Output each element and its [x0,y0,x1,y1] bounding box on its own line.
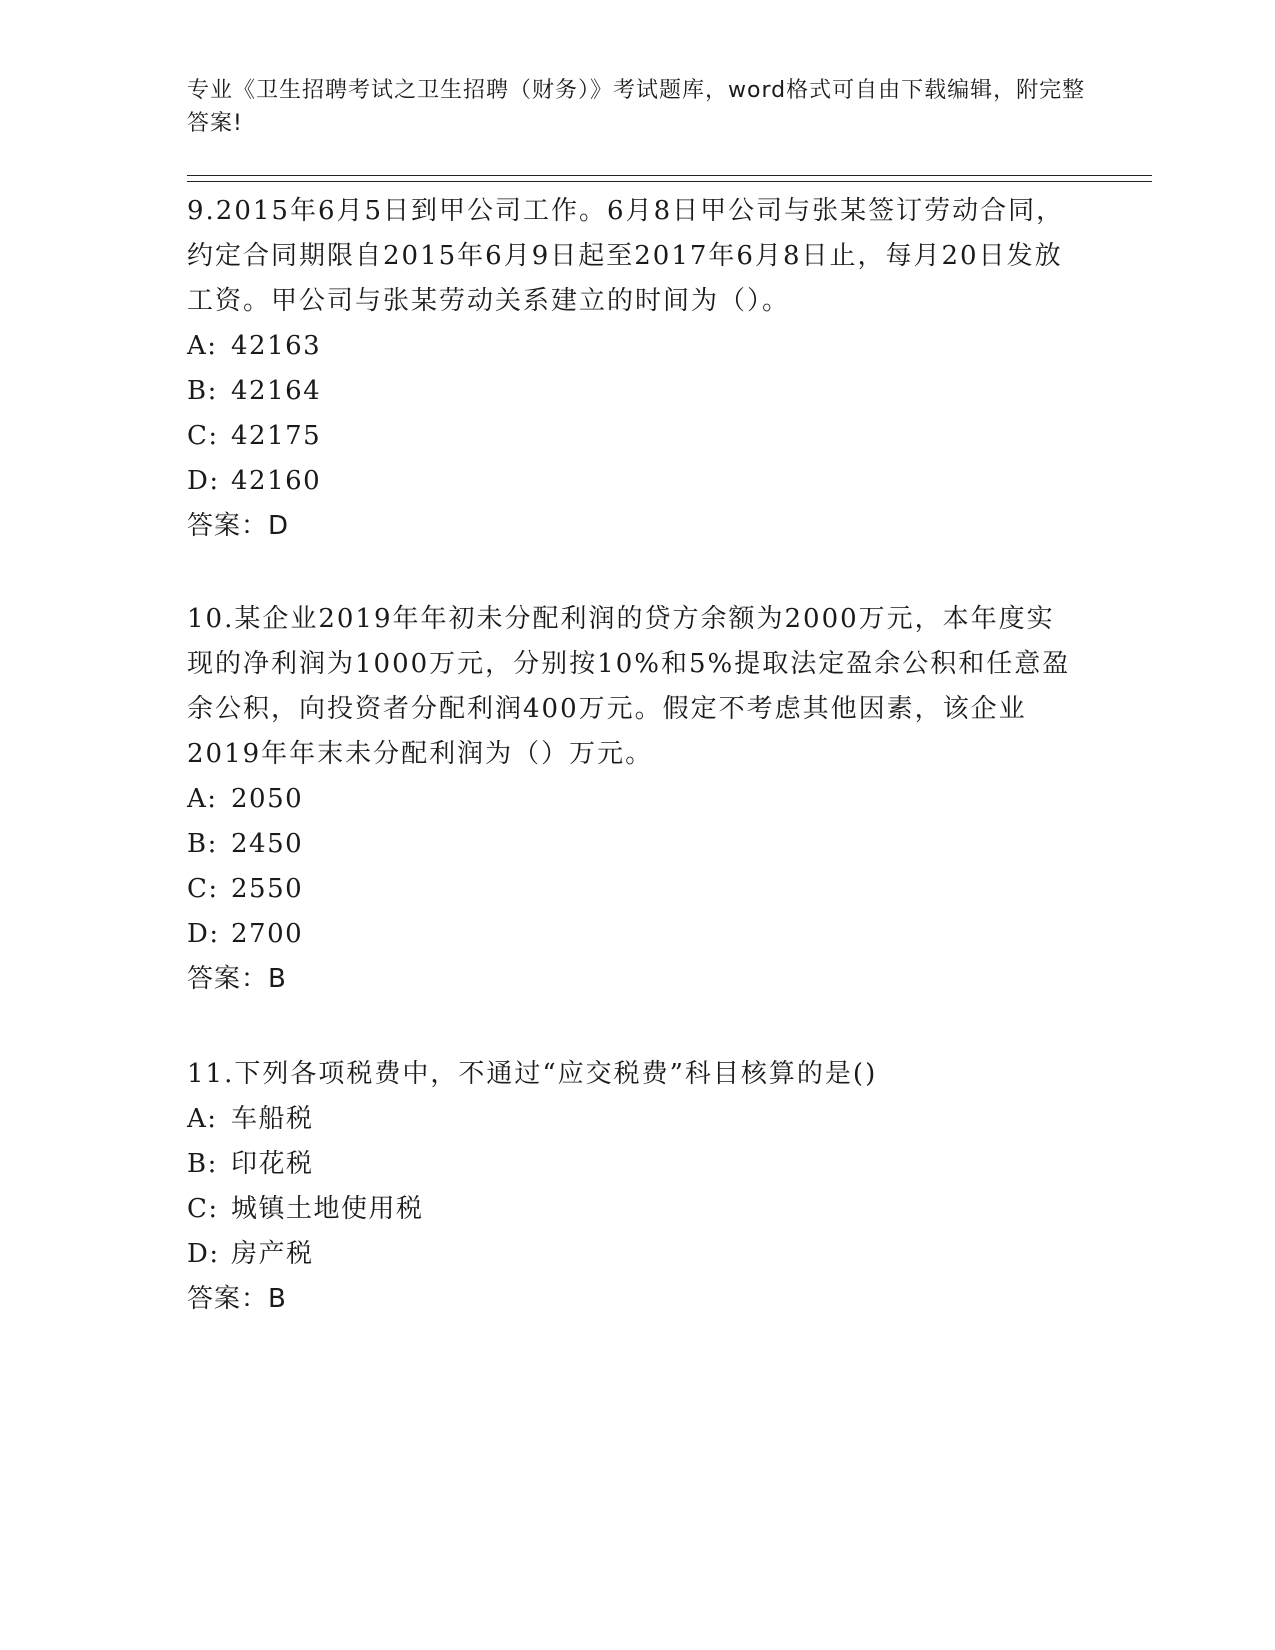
option-d [187,1232,1077,1277]
option-letter: A: [187,331,218,361]
document-header: 专业《卫生招聘考试之卫生招聘（财务）》考试题库，word格式可自由下载编辑，附完整答案! [187,78,1086,136]
option-letter: D: [187,466,220,496]
option-b [187,369,1077,414]
option-letter: B: [187,1149,218,1179]
option-c [187,414,1077,459]
option-c [187,1187,1077,1232]
question-11 [187,1052,1077,1322]
option-letter: C: [187,1194,219,1224]
question-9 [187,189,1077,549]
option-text: 2700 [231,919,304,949]
option-letter: D: [187,919,220,949]
option-text: 印花税 [231,1149,314,1179]
question-10 [187,597,1077,1002]
option-text: 42163 [231,331,322,361]
option-d [187,912,1077,957]
question-text: 11.下列各项税费中，不通过“应交税费”科目核算的是() [187,1059,878,1089]
question-text: 10.某企业2019年年初未分配利润的贷方余额为2000万元，本年度实现的净利润为1000万元，分别按10%和5%提取法定盈余公积和任意盈余公积，向投资者分配利润400万元。假定不考虑其他因素，该企业2019年年末未分配利润为（）万元。 [187,604,1071,769]
option-letter: A: [187,784,218,814]
option-text: 车船税 [231,1104,314,1134]
option-a [187,777,1077,822]
option-letter: C: [187,421,219,451]
option-a [187,1097,1077,1142]
option-text: 2450 [231,829,304,859]
option-text: 42160 [231,466,322,496]
header-divider-bottom [187,181,1152,182]
question-text: 9.2015年6月5日到甲公司工作。6月8日甲公司与张某签订劳动合同，约定合同期限自2015年6月9日起至2017年6月8日止，每月20日发放工资。甲公司与张某劳动关系建立的时间为（）。 [187,196,1065,316]
option-text: 2550 [231,874,304,904]
option-text: 42175 [231,421,322,451]
option-a [187,324,1077,369]
option-text: 房产税 [231,1239,314,1269]
header-divider-top [187,175,1152,176]
option-text: 42164 [231,376,322,406]
option-letter: C: [187,874,219,904]
option-b [187,822,1077,867]
option-text: 2050 [231,784,304,814]
option-letter: A: [187,1104,218,1134]
option-letter: B: [187,829,218,859]
answer-line: 答案：B [187,1284,287,1314]
answer-line: 答案：D [187,511,290,541]
answer-line: 答案：B [187,964,287,994]
option-letter: D: [187,1239,220,1269]
option-d [187,459,1077,504]
option-letter: B: [187,376,218,406]
option-b [187,1142,1077,1187]
option-text: 城镇土地使用税 [231,1194,424,1224]
option-c [187,867,1077,912]
